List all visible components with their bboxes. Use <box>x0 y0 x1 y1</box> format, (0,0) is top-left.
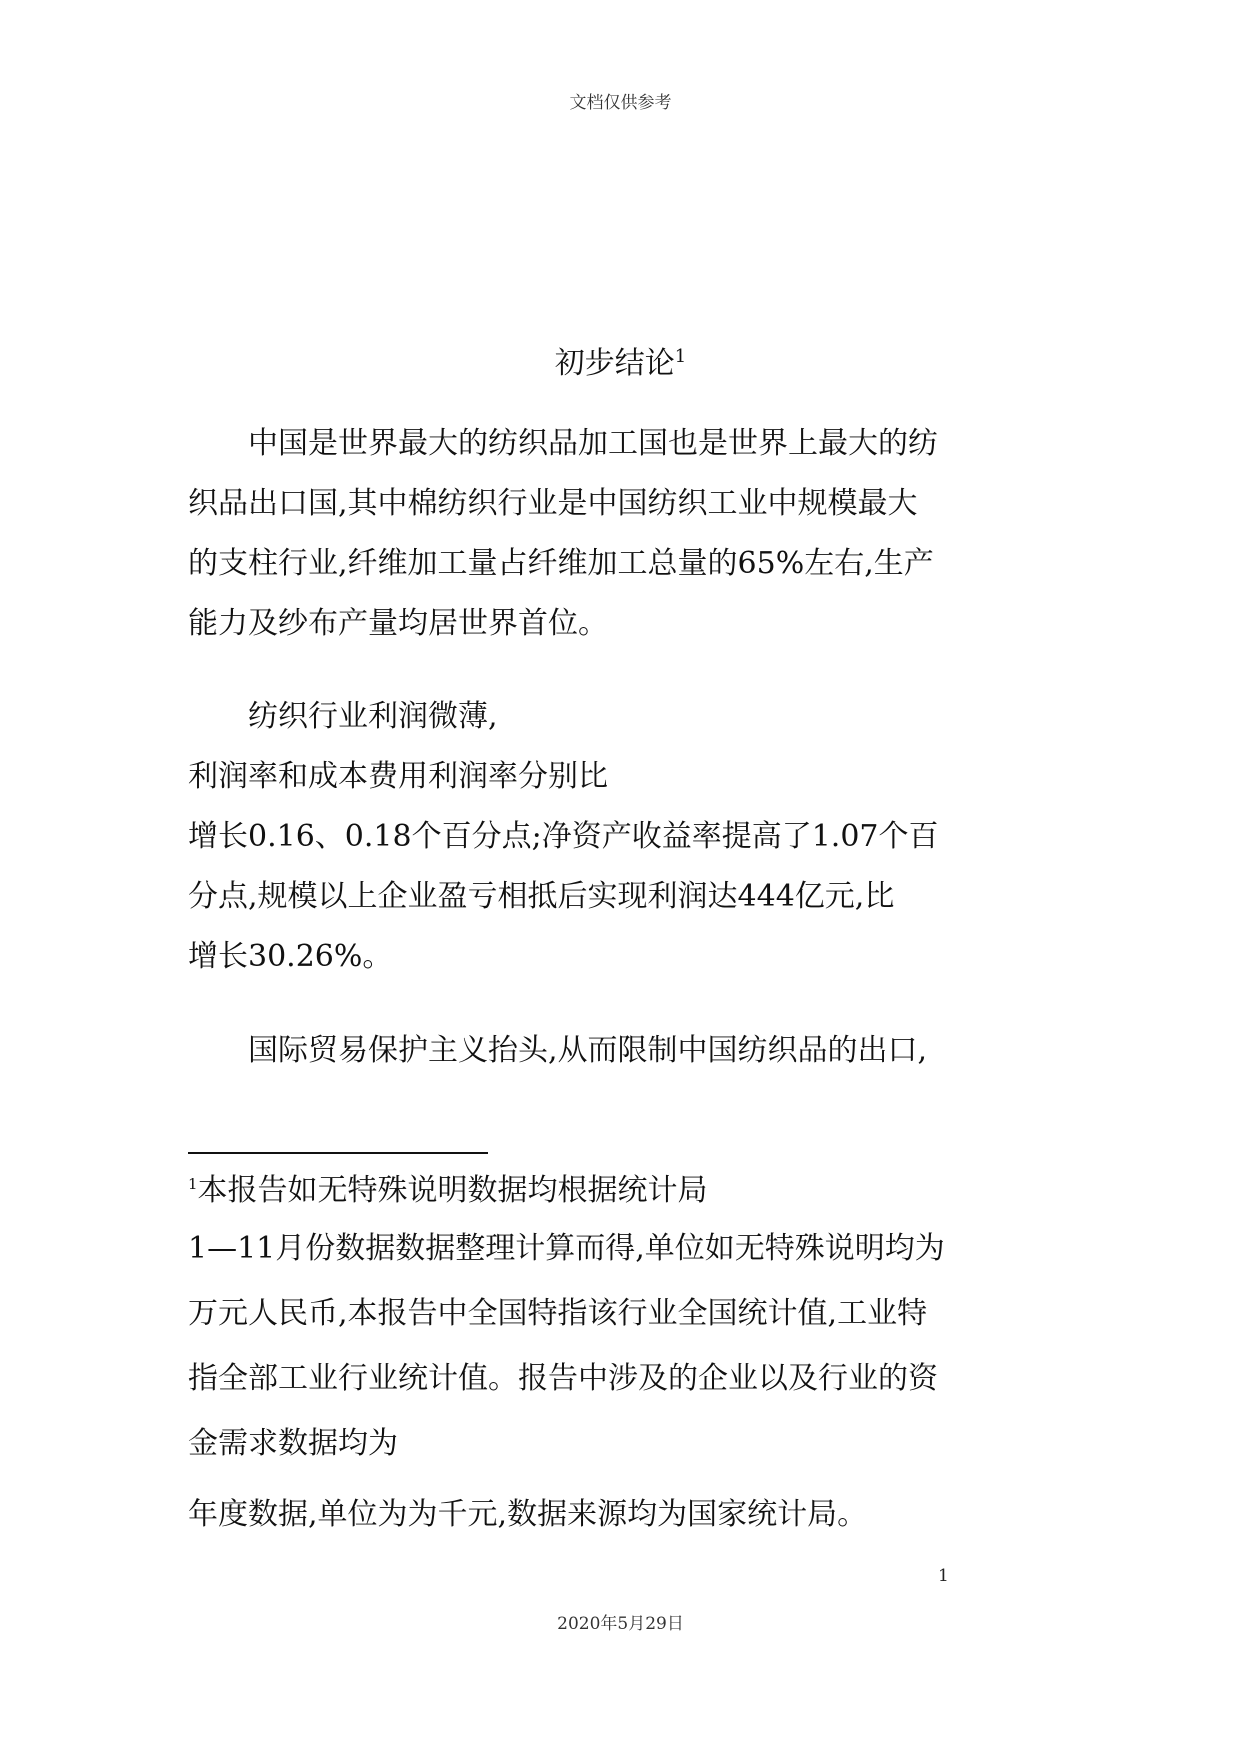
paragraph-line: 织品出口国,其中棉纺织行业是中国纺织工业中规模最大 <box>188 486 918 521</box>
paragraph-line: 增长30.26%。 <box>188 939 393 974</box>
footnote-line: 金需求数据均为 <box>188 1426 398 1461</box>
footnote-divider <box>188 1152 488 1154</box>
paragraph-line: 纺织行业利润微薄, <box>248 699 498 734</box>
footnote-line: 万元人民币,本报告中全国特指该行业全国统计值,工业特 <box>188 1296 928 1331</box>
page-number: 1 <box>938 1566 949 1586</box>
paragraph-line: 中国是世界最大的纺织品加工国也是世界上最大的纺 <box>248 426 938 461</box>
header-note: 文档仅供参考 <box>569 93 672 113</box>
footnote-line: 年度数据,单位为为千元,数据来源均为国家统计局。 <box>188 1497 868 1532</box>
paragraph-line: 分点,规模以上企业盈亏相抵后实现利润达444亿元,比 <box>188 879 895 914</box>
footnote-text: 本报告如无特殊说明数据均根据统计局 <box>197 1173 708 1208</box>
footnote-line: 1—11月份数据数据整理计算而得,单位如无特殊说明均为 <box>188 1231 945 1266</box>
title-text: 初步结论 <box>554 346 675 381</box>
paragraph-line: 利润率和成本费用利润率分别比 <box>188 759 608 794</box>
footnote-line: 指全部工业行业统计值。报告中涉及的企业以及行业的资 <box>188 1361 938 1396</box>
paragraph-line: 增长0.16、0.18个百分点;净资产收益率提高了1.07个百 <box>188 819 939 854</box>
paragraph-line: 能力及纱布产量均居世界首位。 <box>188 606 608 641</box>
page-title <box>0 338 1241 382</box>
footnote-line <box>188 1164 708 1211</box>
title-footnote-mark: 1 <box>674 346 687 367</box>
footer-date: 2020年5月29日 <box>557 1614 684 1634</box>
paragraph-line: 国际贸易保护主义抬头,从而限制中国纺织品的出口, <box>248 1033 928 1068</box>
footnote-mark: 1 <box>188 1175 198 1193</box>
paragraph-line: 的支柱行业,纤维加工量占纤维加工总量的65%左右,生产 <box>188 546 934 581</box>
